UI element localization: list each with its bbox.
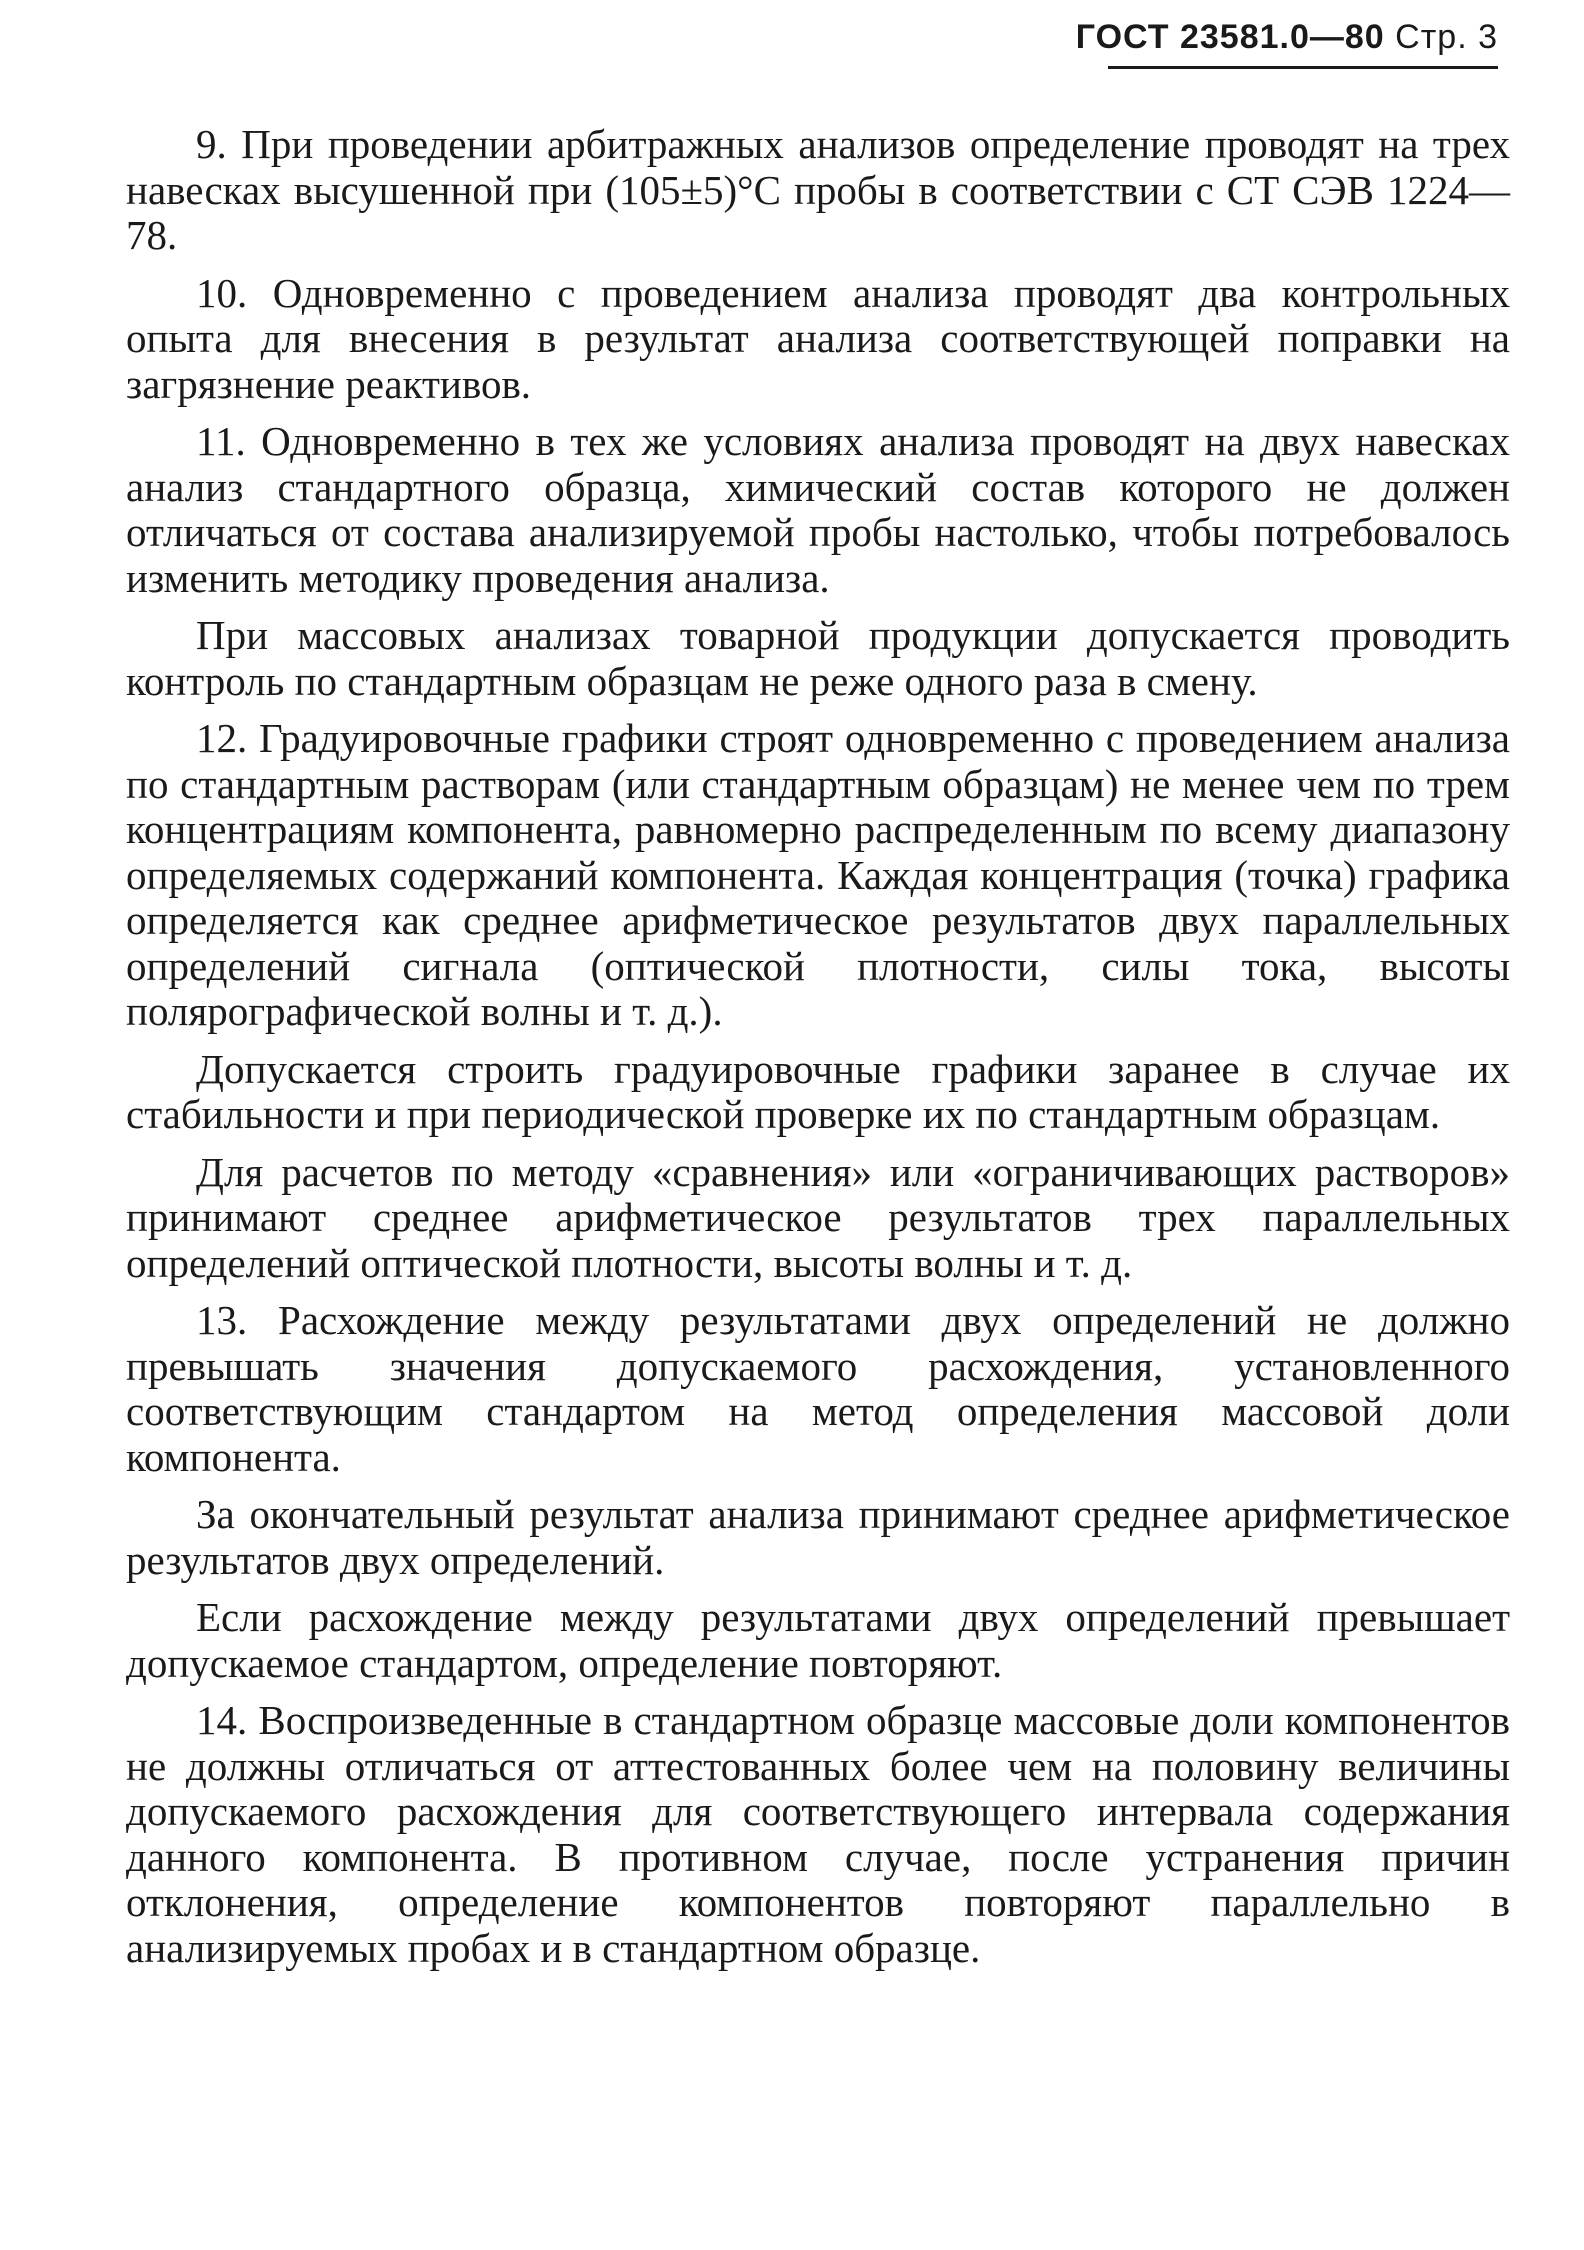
paragraph-item-9: 9. При проведении арбитражных анализов определение проводят на трех навесках высушенной при (105±5)°С пробы в соответствии с СТ СЭВ 1224—78. bbox=[126, 121, 1510, 258]
paragraph-comparison-method: Для расчетов по методу «сравнения» или «ограничивающих растворов» принимают среднее арифметическое результатов трех параллельных определений оптической плотности, высоты волны и т. д. bbox=[126, 1148, 1510, 1286]
paragraph-repeat-determination: Если расхождение между результатами двух определений превышает допускаемое стандартом, определение повторяют. bbox=[126, 1594, 1510, 1686]
paragraph-item-11: 11. Одновременно в тех же условиях анализа проводят на двух навесках анализ стандартного образца, химический состав которого не должен отличаться от состава анализируемой пробы настолько, чтобы потребовалось изменить методику проведения анализа. bbox=[126, 418, 1510, 601]
paragraph-final-result: За окончательный результат анализа принимают среднее арифметическое результатов двух определений. bbox=[126, 1491, 1510, 1583]
header-rule bbox=[1108, 66, 1498, 69]
page-header bbox=[1076, 18, 1498, 57]
document-body bbox=[126, 122, 1510, 1983]
standard-number: ГОСТ 23581.0—80 bbox=[1075, 18, 1385, 56]
paragraph-item-14: 14. Воспроизведенные в стандартном образце массовые доли компонентов не должны отличаться от аттестованных более чем на половину величины допускаемого расхождения для соответствующего интервала содержания данного компонента. В противном случае, после устранения причин отклонения, определение компонентов повторяют параллельно в анализируемых пробах и в стандартном образце. bbox=[126, 1697, 1510, 1971]
paragraph-item-12: 12. Градуировочные графики строят одновременно с проведением анализа по стандартным растворам (или стандартным образцам) не менее чем по трем концентрациям компонента, равномерно распределенным по всему диапазону определяемых содержаний компонента. Каждая концентрация (точка) графика определяется как среднее арифметическое результатов двух параллельных определений сигнала (оптической плотности, силы тока, высоты полярографической волны и т. д.). bbox=[126, 715, 1510, 1034]
paragraph-mass-analysis-control: При массовых анализах товарной продукции допускается проводить контроль по стандартным образцам не реже одного раза в смену. bbox=[126, 612, 1510, 704]
paragraph-item-10: 10. Одновременно с проведением анализа проводят два контрольных опыта для внесения в результат анализа соответствующей поправки на загрязнение реактивов. bbox=[126, 269, 1510, 407]
page-number: Стр. 3 bbox=[1395, 18, 1498, 56]
paragraph-calibration-in-advance: Допускается строить градуировочные графики заранее в случае их стабильности и при периодической проверке их по стандартным образцам. bbox=[126, 1045, 1510, 1137]
paragraph-item-13: 13. Расхождение между результатами двух определений не должно превышать значения допускаемого расхождения, установленного соответствующим стандартом на метод определения массовой доли компонента. bbox=[126, 1297, 1510, 1480]
